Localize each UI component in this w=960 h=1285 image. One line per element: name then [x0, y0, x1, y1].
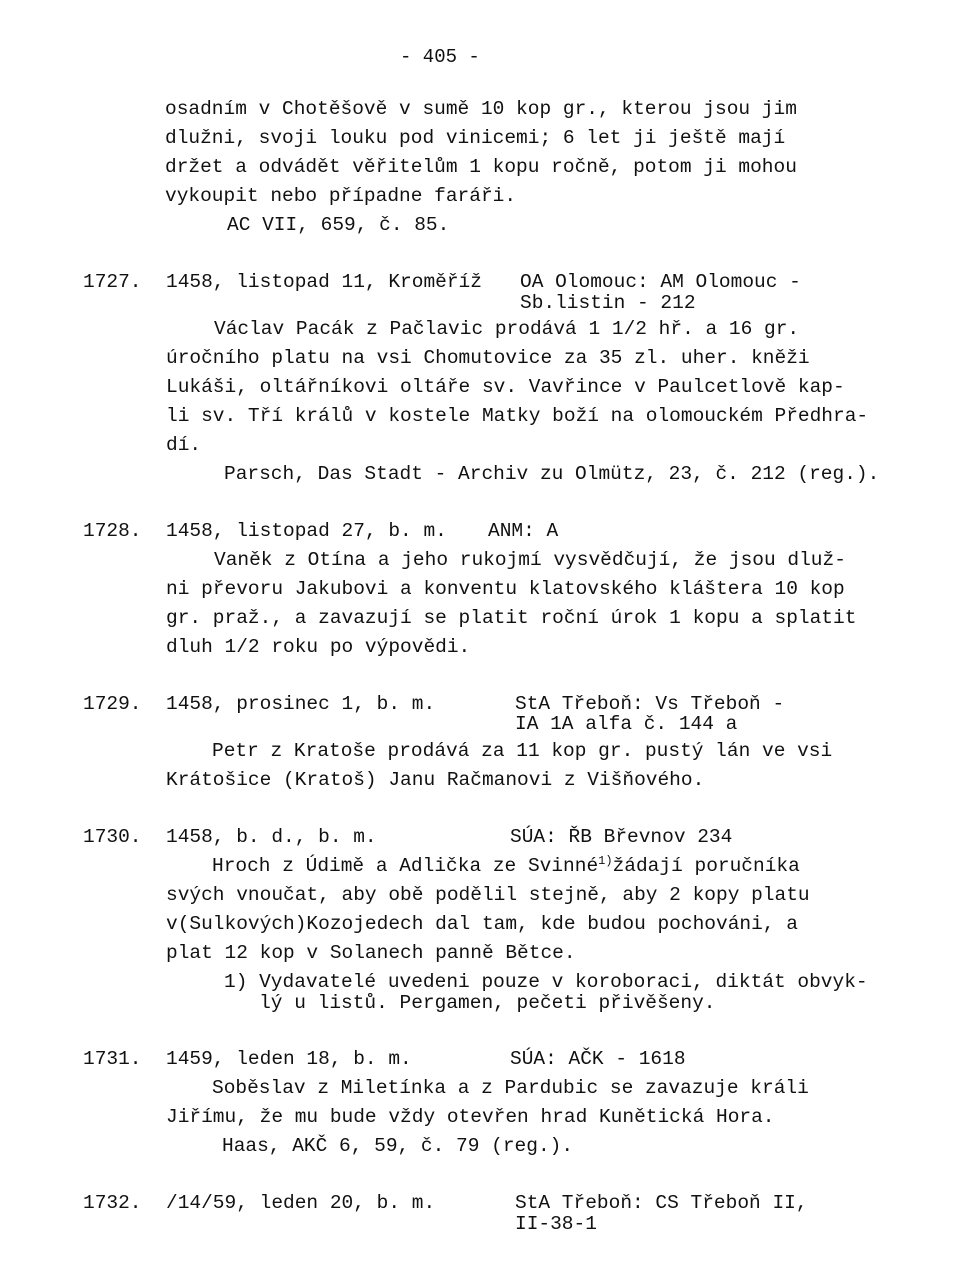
entry-number: 1727.	[83, 271, 142, 293]
archive-line: SÚA: ŘB Břevnov 234	[510, 826, 733, 848]
text-line: gr. praž., a zavazují se platit roční úrok 1 kopu a splatit	[166, 607, 857, 629]
text-line	[212, 855, 800, 877]
text-line: dí.	[166, 434, 202, 456]
text-line: Petr z Kratoše prodává za 11 kop gr. pustý lán ve vsi	[212, 740, 833, 762]
archive-line: Sb.listin - 212	[520, 292, 696, 314]
text-line: v(Sulkových)Kozojedech dal tam, kde budou pochováni, a	[166, 913, 798, 935]
text-line: Krátošice (Kratoš) Janu Račmanovi z Višňového.	[166, 769, 705, 791]
entry-date: 1458, prosinec 1, b. m.	[166, 693, 436, 715]
page-number: - 405 -	[400, 46, 480, 68]
footnote-marker: 1)	[598, 854, 613, 868]
text-line: osadním v Chotěšově v sumě 10 kop gr., kterou jsou jim	[165, 98, 797, 120]
footnote-line: 1) Vydavatelé uvedeni pouze v koroboraci, diktát obvyk-	[224, 971, 868, 993]
reference: AC VII, 659, č. 85.	[227, 214, 450, 236]
entry-number: 1732.	[83, 1192, 142, 1214]
archive-line: II-38-1	[515, 1213, 597, 1235]
text-line: držet a odvádět věřitelům 1 kopu ročně, potom ji mohou	[165, 156, 797, 178]
entry-number: 1728.	[83, 520, 142, 542]
entry-date: 1458, listopad 11, Kroměříž	[166, 271, 482, 293]
footnote-line: lý u listů. Pergamen, pečeti přivěšeny.	[224, 992, 716, 1014]
archive-line: OA Olomouc: AM Olomouc -	[520, 271, 801, 293]
entry-date: 1458, listopad 27, b. m.	[166, 520, 447, 542]
text-segment: Hroch z Údimě a Adlička ze Svinné	[212, 855, 599, 877]
text-line: dlužni, svoji louku pod vinicemi; 6 let ji ještě mají	[165, 127, 786, 149]
text-line: dluh 1/2 roku po výpovědi.	[166, 636, 471, 658]
text-line: li sv. Tří králů v kostele Matky boží na olomouckém Předhra-	[166, 405, 869, 427]
reference: Parsch, Das Stadt - Archiv zu Olmütz, 23, č. 212 (reg.).	[224, 463, 880, 485]
text-line: Vaněk z Otína a jeho rukojmí vysvědčují, že jsou dluž-	[214, 549, 846, 571]
entry-date: 1458, b. d., b. m.	[166, 826, 377, 848]
archive-line: StA Třeboň: CS Třeboň II,	[515, 1192, 808, 1214]
text-line: ni převoru Jakubovi a konventu klatovského kláštera 10 kop	[166, 578, 845, 600]
entry-number: 1730.	[83, 826, 142, 848]
text-line: vykoupit nebo případne faráři.	[165, 185, 517, 207]
text-line: Václav Pacák z Pačlavic prodává 1 1/2 hř. a 16 gr.	[214, 318, 800, 340]
text-line: plat 12 kop v Solanech panně Bětce.	[166, 942, 576, 964]
archive-line: ANM: A	[488, 520, 559, 542]
text-line: svých vnoučat, aby obě podělil stejně, aby 2 kopy platu	[166, 884, 810, 906]
entry-date: /14/59, leden 20, b. m.	[166, 1192, 436, 1214]
text-line: úročního platu na vsi Chomutovice za 35 zl. uher. kněži	[166, 347, 810, 369]
text-line: Jiřímu, že mu bude vždy otevřen hrad Kunětická Hora.	[166, 1106, 775, 1128]
archive-line: StA Třeboň: Vs Třeboň -	[515, 693, 785, 715]
reference: Haas, AKČ 6, 59, č. 79 (reg.).	[222, 1135, 574, 1157]
entry-date: 1459, leden 18, b. m.	[166, 1048, 412, 1070]
text-line: Soběslav z Miletínka a z Pardubic se zavazuje králi	[212, 1077, 809, 1099]
text-line: Lukáši, oltářníkovi oltáře sv. Vavřince v Paulcetlově kap-	[166, 376, 845, 398]
text-segment: žádají poručníka	[612, 855, 800, 877]
entry-number: 1729.	[83, 693, 142, 715]
archive-line: IA 1A alfa č. 144 a	[515, 713, 738, 735]
entry-number: 1731.	[83, 1048, 142, 1070]
archive-line: SÚA: AČK - 1618	[510, 1048, 686, 1070]
